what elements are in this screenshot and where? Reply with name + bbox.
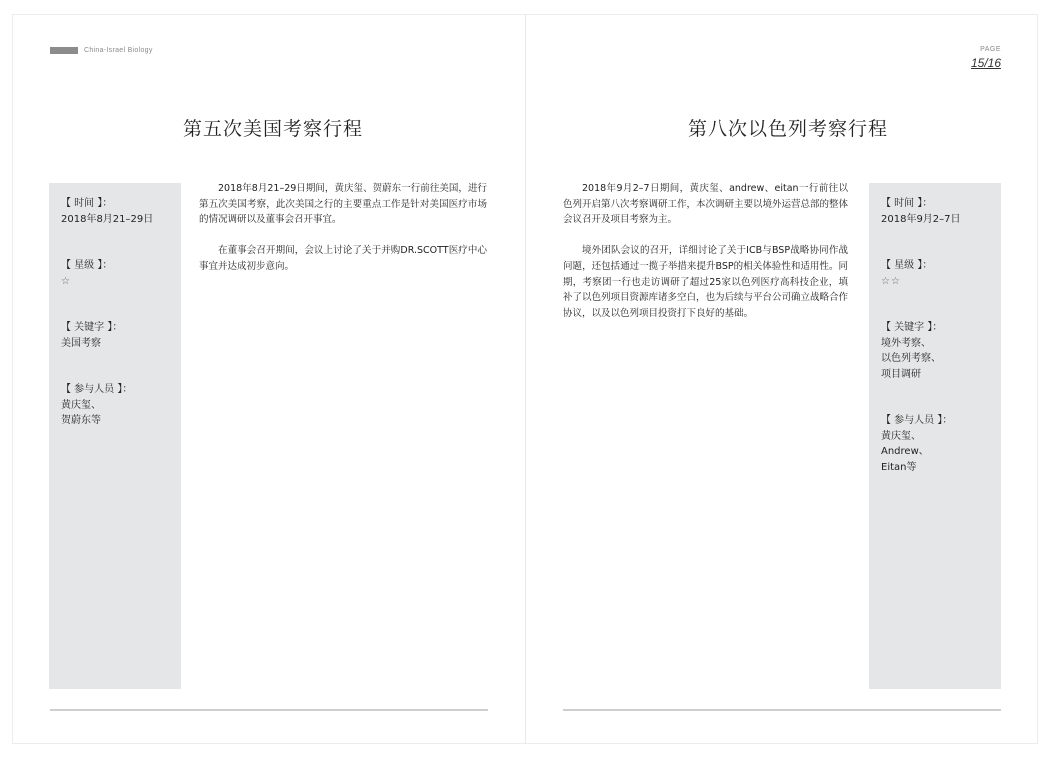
right-keywords-block (881, 320, 993, 382)
paragraph: 2018年9月2–7日期间，黄庆玺、andrew、eitan一行前往以色列开启第八次考察调研工作，本次调研主要以境外运营总部的整体会议召开及项目考察为主。 (563, 183, 849, 226)
keyword-item: 境外考察、 (881, 337, 931, 349)
left-body-text (199, 181, 487, 290)
brand-header (50, 47, 153, 54)
right-page-title: 第八次以色列考察行程 (687, 118, 888, 140)
time-label: 【 时间 】： (61, 198, 113, 209)
participants-label: 【 参与人员 】： (881, 415, 953, 426)
paragraph: 2018年8月21–29日期间，黄庆玺、贺蔚东一行前往美国，进行第五次美国考察，此次美国之行的主要重点工作是针对美国医疗市场的情况调研以及董事会召开事宜。 (199, 183, 487, 226)
rating-label: 【 星级 】： (881, 260, 933, 271)
participant-item: Eitan等 (881, 461, 917, 473)
keywords-label: 【 关键字 】： (881, 322, 943, 333)
paragraph: 境外团队会议的召开，详细讨论了关于ICB与BSP战略协同作战问题，还包括通过一揽子举措来提升BSP的相关体验性和适用性。同期，考察团一行也走访调研了超过25家以色列医疗高科技企业，填补了以色列项目资源库诸多空白，也为后续与平台公司确立战略合作协议，以及以色列项目投资打下良好的基础。 (563, 245, 849, 319)
keyword-item: 美国考察 (61, 337, 101, 349)
participant-item: 黄庆玺、 (881, 430, 921, 442)
keyword-item: 项目调研 (881, 368, 921, 380)
brand-text: China-Israel Biology (84, 47, 153, 54)
participant-item: Andrew、 (881, 446, 929, 457)
right-rating-block (881, 258, 993, 289)
time-label: 【 时间 】： (881, 198, 933, 209)
left-rating-block (61, 258, 173, 289)
right-body-text (563, 181, 848, 337)
right-time-block (881, 196, 993, 227)
left-info-sidebar (49, 183, 181, 689)
page-label: PAGE (980, 46, 1001, 53)
star-rating: ☆ (61, 275, 71, 287)
left-keywords-block (61, 320, 173, 351)
right-participants-block (881, 413, 993, 475)
left-time-block (61, 196, 173, 227)
keywords-label: 【 关键字 】： (61, 322, 123, 333)
right-info-sidebar (869, 183, 1001, 689)
time-value: 2018年9月2–7日 (881, 213, 961, 225)
left-participants-block (61, 382, 173, 429)
left-page-title: 第五次美国考察行程 (182, 118, 363, 140)
participant-item: 黄庆玺、 (61, 399, 101, 411)
participants-label: 【 参与人员 】： (61, 384, 133, 395)
right-footer-rule (563, 709, 1001, 711)
brand-bar (50, 47, 78, 54)
page-number: 15/16 (970, 56, 1001, 70)
star-rating: ☆☆ (881, 275, 901, 287)
participant-item: 贺蔚东等 (61, 415, 101, 426)
paragraph: 在董事会召开期间，会议上讨论了关于并购DR.SCOTT医疗中心事宜并达成初步意向。 (199, 245, 487, 272)
time-value: 2018年8月21–29日 (61, 213, 154, 225)
keyword-item: 以色列考察、 (881, 353, 941, 364)
left-footer-rule (50, 709, 488, 711)
rating-label: 【 星级 】： (61, 260, 113, 271)
